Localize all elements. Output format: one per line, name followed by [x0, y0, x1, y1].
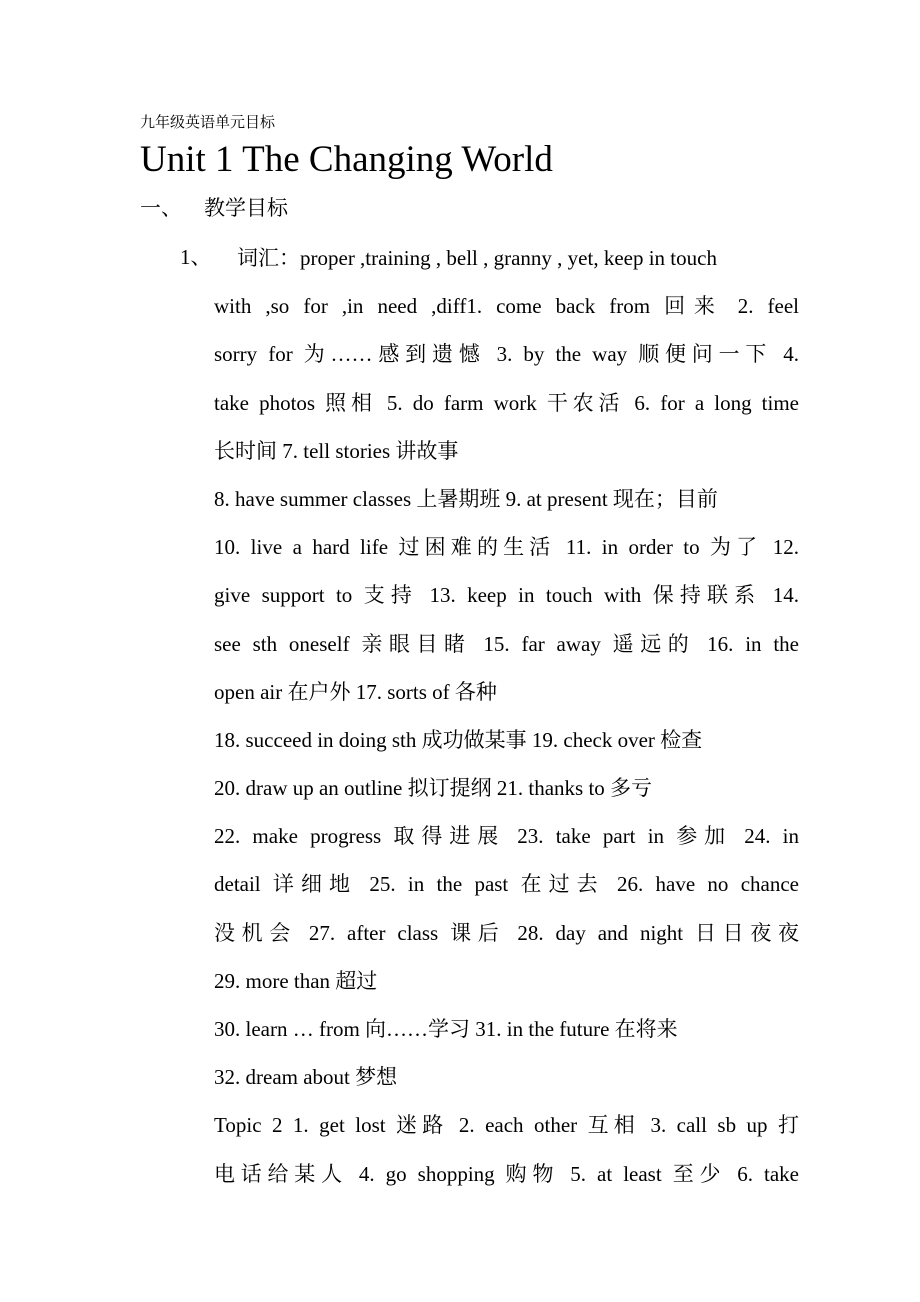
- text-line: 没机会 27. after class 课后 28. day and night 日日夜夜: [214, 920, 799, 945]
- text-line: 8. have summer classes 上暑期班 9. at present 现在；目前: [214, 486, 718, 511]
- text-line: see sth oneself 亲眼目睹 15. far away 遥远的 16. in the: [214, 631, 799, 656]
- text-line: sorry for 为……感到遗憾 3. by the way 顺便问一下 4.: [214, 342, 799, 367]
- text-line: give support to 支持 13. keep in touch with 保持联系 14.: [214, 583, 799, 608]
- text-line: Topic 2 1. get lost 迷路 2. each other 互相 3. call sb up 打: [214, 1113, 799, 1138]
- text-line: 词汇：proper ,training , bell , granny , yet, keep in touch: [237, 246, 717, 270]
- text-line: 10. live a hard life 过困难的生活 11. in order to 为了 12.: [214, 535, 799, 560]
- text-line: with ,so for ,in need ,diff1. come back from 回来 2. feel: [214, 294, 799, 319]
- text-line: 长时间 7. tell stories 讲故事: [214, 438, 459, 463]
- document-supertitle: 九年级英语单元目标: [140, 115, 276, 131]
- text-line: 电话给某人 4. go shopping 购物 5. at least 至少 6. take: [214, 1161, 799, 1186]
- section-heading-text: 教学目标: [204, 196, 288, 220]
- section-number: 一、: [140, 196, 182, 220]
- item-number: 1、: [180, 245, 212, 269]
- vocabulary-list: [214, 234, 799, 1198]
- text-line: 18. succeed in doing sth 成功做某事 19. check over 检查: [214, 727, 703, 752]
- text-line: 22. make progress 取得进展 23. take part in 参加 24. in: [214, 824, 799, 849]
- text-line: detail 详细地 25. in the past 在过去 26. have no chance: [214, 872, 799, 897]
- text-line: 32. dream about 梦想: [214, 1065, 398, 1090]
- text-line: take photos 照相 5. do farm work 干农活 6. for a long time: [214, 390, 799, 415]
- text-line: 20. draw up an outline 拟订提纲 21. thanks to 多亏: [214, 776, 653, 801]
- text-line: 30. learn … from 向……学习 31. in the future 在将来: [214, 1017, 678, 1041]
- text-line: 29. more than 超过: [214, 968, 378, 993]
- text-line: open air 在户外 17. sorts of 各种: [214, 679, 497, 704]
- section-heading: [140, 193, 288, 223]
- unit-title: Unit 1 The Changing World: [140, 139, 553, 180]
